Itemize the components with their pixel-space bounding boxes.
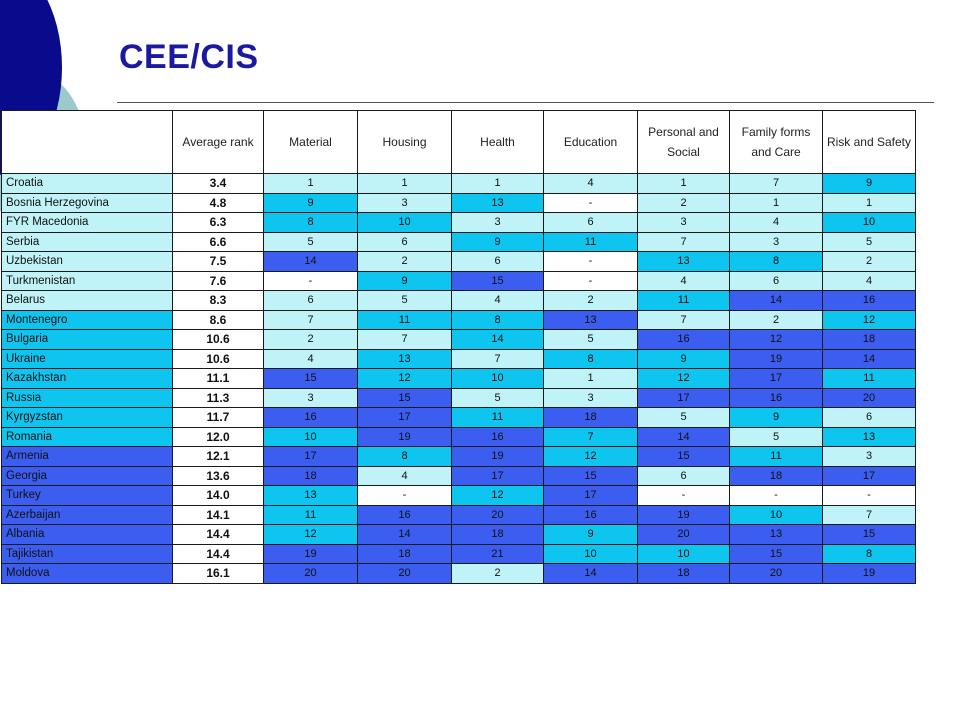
rank-cell: 9 (544, 525, 638, 545)
country-cell: Tajikistan (2, 544, 173, 564)
average-rank-cell: 8.6 (173, 310, 264, 330)
rank-cell: 14 (544, 564, 638, 584)
average-rank-cell: 12.0 (173, 427, 264, 447)
table-row (2, 174, 916, 194)
country-cell: Moldova (2, 564, 173, 584)
rank-cell: - (358, 486, 452, 506)
rank-cell: 1 (452, 174, 544, 194)
rank-cell: 6 (730, 271, 823, 291)
rank-cell: 2 (452, 564, 544, 584)
rank-cell: 20 (638, 525, 730, 545)
rank-cell: - (544, 271, 638, 291)
rank-cell: 10 (638, 544, 730, 564)
rank-cell: 17 (264, 447, 358, 467)
table-row (2, 388, 916, 408)
rank-cell: 13 (544, 310, 638, 330)
rank-cell: 16 (264, 408, 358, 428)
rank-cell: 13 (823, 427, 916, 447)
table-row (2, 330, 916, 350)
country-cell: Georgia (2, 466, 173, 486)
rank-cell: 2 (730, 310, 823, 330)
header-personal-and-social: Personal and Social (638, 111, 730, 174)
rank-cell: 14 (638, 427, 730, 447)
rank-cell: 8 (452, 310, 544, 330)
rank-cell: 18 (358, 544, 452, 564)
average-rank-cell: 8.3 (173, 291, 264, 311)
rank-cell: 11 (452, 408, 544, 428)
rank-cell: 6 (452, 252, 544, 272)
rank-cell: 15 (730, 544, 823, 564)
rank-cell: 12 (358, 369, 452, 389)
rank-cell: 2 (358, 252, 452, 272)
rank-cell: 3 (264, 388, 358, 408)
country-cell: Azerbaijan (2, 505, 173, 525)
rank-cell: 4 (544, 174, 638, 194)
rank-cell: 17 (452, 466, 544, 486)
rank-cell: 1 (264, 174, 358, 194)
rank-cell: 10 (823, 213, 916, 233)
header-average-rank: Average rank (173, 111, 264, 174)
table-body (2, 111, 916, 584)
average-rank-cell: 16.1 (173, 564, 264, 584)
average-rank-cell: 6.6 (173, 232, 264, 252)
country-cell: Kazakhstan (2, 369, 173, 389)
rank-cell: 9 (358, 271, 452, 291)
rank-cell: 16 (730, 388, 823, 408)
rank-cell: 16 (638, 330, 730, 350)
rank-cell: 19 (823, 564, 916, 584)
rank-cell: 7 (823, 505, 916, 525)
rank-cell: 8 (544, 349, 638, 369)
rank-cell: 10 (358, 213, 452, 233)
rank-cell: 12 (544, 447, 638, 467)
rank-cell: 2 (544, 291, 638, 311)
country-cell: FYR Macedonia (2, 213, 173, 233)
rank-cell: 12 (264, 525, 358, 545)
rank-cell: 8 (264, 213, 358, 233)
rank-cell: 7 (452, 349, 544, 369)
rank-cell: 20 (264, 564, 358, 584)
table-row (2, 252, 916, 272)
rank-cell: - (544, 252, 638, 272)
rank-cell: 4 (264, 349, 358, 369)
average-rank-cell: 14.4 (173, 525, 264, 545)
rank-cell: 14 (823, 349, 916, 369)
rank-cell: 1 (730, 193, 823, 213)
rank-cell: 12 (823, 310, 916, 330)
rank-cell: 17 (358, 408, 452, 428)
rank-cell: 20 (823, 388, 916, 408)
rank-cell: 16 (823, 291, 916, 311)
rank-cell: 11 (730, 447, 823, 467)
rank-cell: 8 (823, 544, 916, 564)
rank-cell: 20 (730, 564, 823, 584)
rank-cell: 9 (638, 349, 730, 369)
rank-cell: 9 (823, 174, 916, 194)
header-corner-cell (2, 111, 173, 174)
country-cell: Bulgaria (2, 330, 173, 350)
rank-cell: 13 (452, 193, 544, 213)
rank-cell: 15 (823, 525, 916, 545)
country-cell: Serbia (2, 232, 173, 252)
table-row (2, 349, 916, 369)
rank-cell: 9 (264, 193, 358, 213)
rank-cell: 4 (452, 291, 544, 311)
country-cell: Romania (2, 427, 173, 447)
rank-cell: 15 (544, 466, 638, 486)
slide-title: CEE/CIS (119, 38, 259, 76)
rank-cell: 5 (730, 427, 823, 447)
average-rank-cell: 12.1 (173, 447, 264, 467)
rank-cell: 15 (638, 447, 730, 467)
rank-cell: 20 (452, 505, 544, 525)
average-rank-cell: 14.0 (173, 486, 264, 506)
rank-cell: 1 (544, 369, 638, 389)
rank-cell: 19 (452, 447, 544, 467)
rank-cell: 9 (730, 408, 823, 428)
country-cell: Belarus (2, 291, 173, 311)
rank-cell: 19 (638, 505, 730, 525)
rank-cell: 19 (358, 427, 452, 447)
average-rank-cell: 14.4 (173, 544, 264, 564)
header-housing: Housing (358, 111, 452, 174)
table-row (2, 505, 916, 525)
rank-cell: - (544, 193, 638, 213)
rank-cell: 11 (823, 369, 916, 389)
average-rank-cell: 7.6 (173, 271, 264, 291)
table-row (2, 232, 916, 252)
rank-cell: 18 (544, 408, 638, 428)
rank-cell: 18 (730, 466, 823, 486)
rank-cell: 18 (823, 330, 916, 350)
table-row (2, 310, 916, 330)
rank-cell: 6 (823, 408, 916, 428)
table-row (2, 525, 916, 545)
table-row (2, 271, 916, 291)
country-cell: Montenegro (2, 310, 173, 330)
rank-cell: 17 (730, 369, 823, 389)
rank-cell: 10 (730, 505, 823, 525)
rank-cell: 4 (823, 271, 916, 291)
country-cell: Ukraine (2, 349, 173, 369)
rank-cell: 6 (544, 213, 638, 233)
header-education: Education (544, 111, 638, 174)
rank-cell: 8 (358, 447, 452, 467)
rank-cell: 15 (264, 369, 358, 389)
rank-cell: 10 (452, 369, 544, 389)
table-row (2, 213, 916, 233)
rank-cell: 5 (452, 388, 544, 408)
rank-cell: 5 (358, 291, 452, 311)
rank-cell: 14 (730, 291, 823, 311)
rank-cell: 13 (730, 525, 823, 545)
title-divider (117, 102, 934, 103)
rank-cell: 6 (264, 291, 358, 311)
rank-cell: 11 (264, 505, 358, 525)
header-family-forms-and-care: Family forms and Care (730, 111, 823, 174)
rank-cell: 1 (823, 193, 916, 213)
average-rank-cell: 6.3 (173, 213, 264, 233)
rank-cell: 7 (358, 330, 452, 350)
rank-cell: 12 (452, 486, 544, 506)
table-row (2, 544, 916, 564)
average-rank-cell: 14.1 (173, 505, 264, 525)
rank-cell: 7 (638, 232, 730, 252)
rank-cell: 3 (358, 193, 452, 213)
rank-cell: 3 (452, 213, 544, 233)
rank-cell: 7 (544, 427, 638, 447)
rank-cell: 4 (358, 466, 452, 486)
rank-cell: 15 (358, 388, 452, 408)
rank-cell: 7 (638, 310, 730, 330)
table-row (2, 369, 916, 389)
rank-cell: 19 (730, 349, 823, 369)
rank-cell: 1 (358, 174, 452, 194)
table-row (2, 193, 916, 213)
country-cell: Armenia (2, 447, 173, 467)
rank-cell: - (638, 486, 730, 506)
rank-cell: 13 (638, 252, 730, 272)
table-header-row (2, 111, 916, 174)
rank-cell: 5 (544, 330, 638, 350)
country-cell: Turkmenistan (2, 271, 173, 291)
rank-cell: 13 (264, 486, 358, 506)
rank-cell: 1 (638, 174, 730, 194)
rank-cell: 8 (730, 252, 823, 272)
table-row (2, 466, 916, 486)
rank-cell: 11 (358, 310, 452, 330)
rank-cell: 16 (358, 505, 452, 525)
table-row (2, 291, 916, 311)
rank-cell: 12 (730, 330, 823, 350)
rank-cell: 14 (452, 330, 544, 350)
rank-cell: 19 (264, 544, 358, 564)
rank-cell: 5 (638, 408, 730, 428)
rank-cell: 3 (823, 447, 916, 467)
ranking-table (1, 110, 916, 584)
table-row (2, 427, 916, 447)
rank-cell: 5 (264, 232, 358, 252)
rank-cell: 2 (264, 330, 358, 350)
rank-cell: 7 (264, 310, 358, 330)
rank-cell: 12 (638, 369, 730, 389)
average-rank-cell: 11.3 (173, 388, 264, 408)
header-risk-and-safety: Risk and Safety (823, 111, 916, 174)
rank-cell: 17 (823, 466, 916, 486)
rank-cell: 4 (730, 213, 823, 233)
country-cell: Bosnia Herzegovina (2, 193, 173, 213)
rank-cell: 6 (358, 232, 452, 252)
average-rank-cell: 11.7 (173, 408, 264, 428)
rank-cell: 10 (264, 427, 358, 447)
rank-cell: 16 (452, 427, 544, 447)
average-rank-cell: 3.4 (173, 174, 264, 194)
rank-cell: 21 (452, 544, 544, 564)
rank-cell: 7 (730, 174, 823, 194)
country-cell: Uzbekistan (2, 252, 173, 272)
country-cell: Turkey (2, 486, 173, 506)
rank-cell: 17 (638, 388, 730, 408)
table-row (2, 486, 916, 506)
rank-cell: 10 (544, 544, 638, 564)
rank-cell: 18 (264, 466, 358, 486)
rank-cell: 18 (638, 564, 730, 584)
rank-cell: 20 (358, 564, 452, 584)
header-health: Health (452, 111, 544, 174)
table-row (2, 564, 916, 584)
rank-cell: 3 (638, 213, 730, 233)
rank-cell: 14 (264, 252, 358, 272)
rank-cell: 4 (638, 271, 730, 291)
table-row (2, 447, 916, 467)
country-cell: Albania (2, 525, 173, 545)
average-rank-cell: 4.8 (173, 193, 264, 213)
rank-cell: 11 (544, 232, 638, 252)
rank-cell: 5 (823, 232, 916, 252)
rank-cell: 2 (638, 193, 730, 213)
country-cell: Russia (2, 388, 173, 408)
table-row (2, 408, 916, 428)
rank-cell: 13 (358, 349, 452, 369)
average-rank-cell: 7.5 (173, 252, 264, 272)
rank-cell: 2 (823, 252, 916, 272)
header-material: Material (264, 111, 358, 174)
rank-cell: 6 (638, 466, 730, 486)
average-rank-cell: 13.6 (173, 466, 264, 486)
rank-cell: - (730, 486, 823, 506)
country-cell: Kyrgyzstan (2, 408, 173, 428)
country-cell: Croatia (2, 174, 173, 194)
rank-cell: 18 (452, 525, 544, 545)
rank-cell: 17 (544, 486, 638, 506)
rank-cell: 16 (544, 505, 638, 525)
average-rank-cell: 10.6 (173, 330, 264, 350)
rank-cell: 3 (730, 232, 823, 252)
rank-cell: 11 (638, 291, 730, 311)
average-rank-cell: 11.1 (173, 369, 264, 389)
average-rank-cell: 10.6 (173, 349, 264, 369)
rank-cell: - (823, 486, 916, 506)
rank-cell: - (264, 271, 358, 291)
rank-cell: 14 (358, 525, 452, 545)
rank-cell: 3 (544, 388, 638, 408)
rank-cell: 9 (452, 232, 544, 252)
rank-cell: 15 (452, 271, 544, 291)
